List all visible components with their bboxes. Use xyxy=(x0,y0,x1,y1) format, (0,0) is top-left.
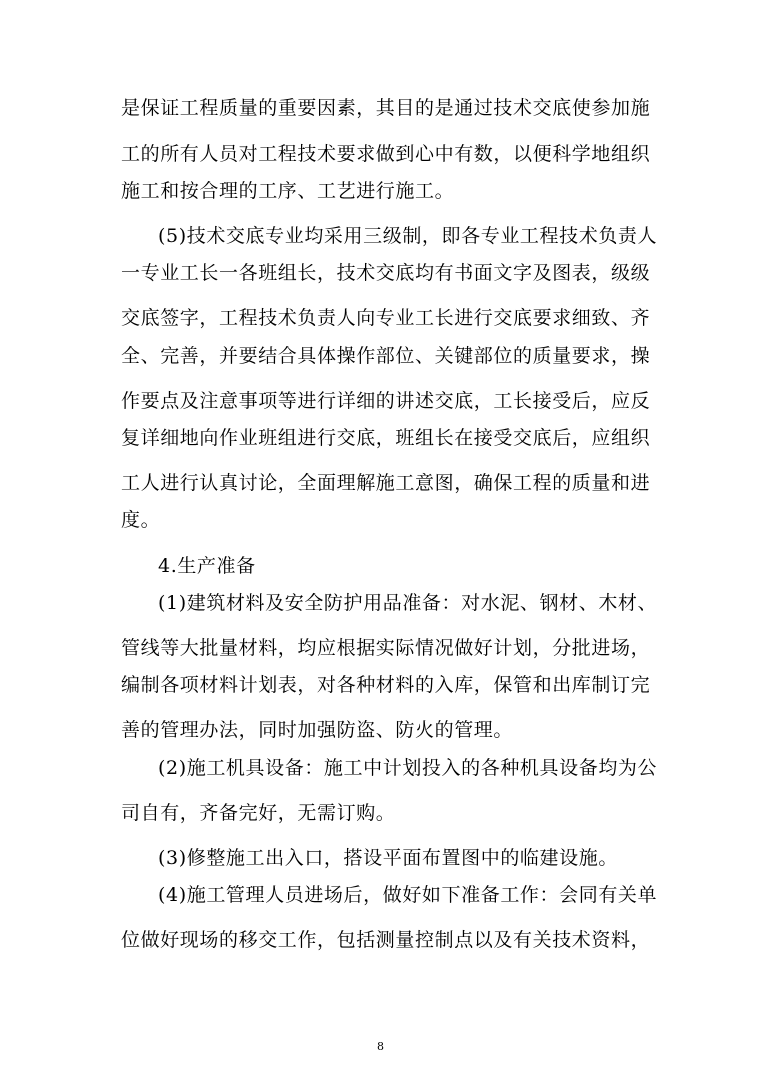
text-line: 复详细地向作业班组进行交底，班组长在接受交底后，应组织 xyxy=(121,427,651,449)
paragraph-start-line: (1)建筑材料及安全防护用品准备：对水泥、钢材、木材、 xyxy=(158,592,658,614)
paragraph-start-line: (3)修整施工出入口，搭设平面布置图中的临建设施。 xyxy=(158,847,618,869)
text-line: 一专业工长一各班组长，技术交底均有书面文字及图表，级级 xyxy=(121,262,651,284)
text-line: 全、完善，并要结合具体操作部位、关键部位的质量要求，操 xyxy=(121,345,651,367)
text-line: 司自有，齐备完好，无需订购。 xyxy=(121,802,396,824)
text-line: 是保证工程质量的重要因素，其目的是通过技术交底使参加施 xyxy=(121,97,651,119)
text-line: 位做好现场的移交工作，包括测量控制点以及有关技术资料， xyxy=(121,929,651,951)
text-line: 善的管理办法，同时加强防盗、防火的管理。 xyxy=(121,719,514,741)
text-line: 度。 xyxy=(121,509,161,531)
text-line: 管线等大批量材料，均应根据实际情况做好计划，分批进场， xyxy=(121,637,651,659)
section-heading: 4.生产准备 xyxy=(158,555,256,577)
paragraph-start-line: (2)施工机具设备：施工中计划投入的各种机具设备均为公 xyxy=(158,757,658,779)
paragraph-start-line: (4)施工管理人员进场后，做好如下准备工作：会同有关单 xyxy=(158,884,658,906)
text-line: 交底签字，工程技术负责人向专业工长进行交底要求细致、齐 xyxy=(121,307,651,329)
text-line: 编制各项材料计划表，对各种材料的入库，保管和出库制订完 xyxy=(121,674,651,696)
text-line: 工的所有人员对工程技术要求做到心中有数，以便科学地组织 xyxy=(121,143,651,165)
text-line: 作要点及注意事项等进行详细的讲述交底，工长接受后，应反 xyxy=(121,390,651,412)
text-line: 工人进行认真讨论，全面理解施工意图，确保工程的质量和进 xyxy=(121,472,651,494)
page-number: 8 xyxy=(377,1040,384,1053)
paragraph-start-line: (5)技术交底专业均采用三级制，即各专业工程技术负责人 xyxy=(158,225,658,247)
text-line: 施工和按合理的工序、工艺进行施工。 xyxy=(121,180,455,202)
